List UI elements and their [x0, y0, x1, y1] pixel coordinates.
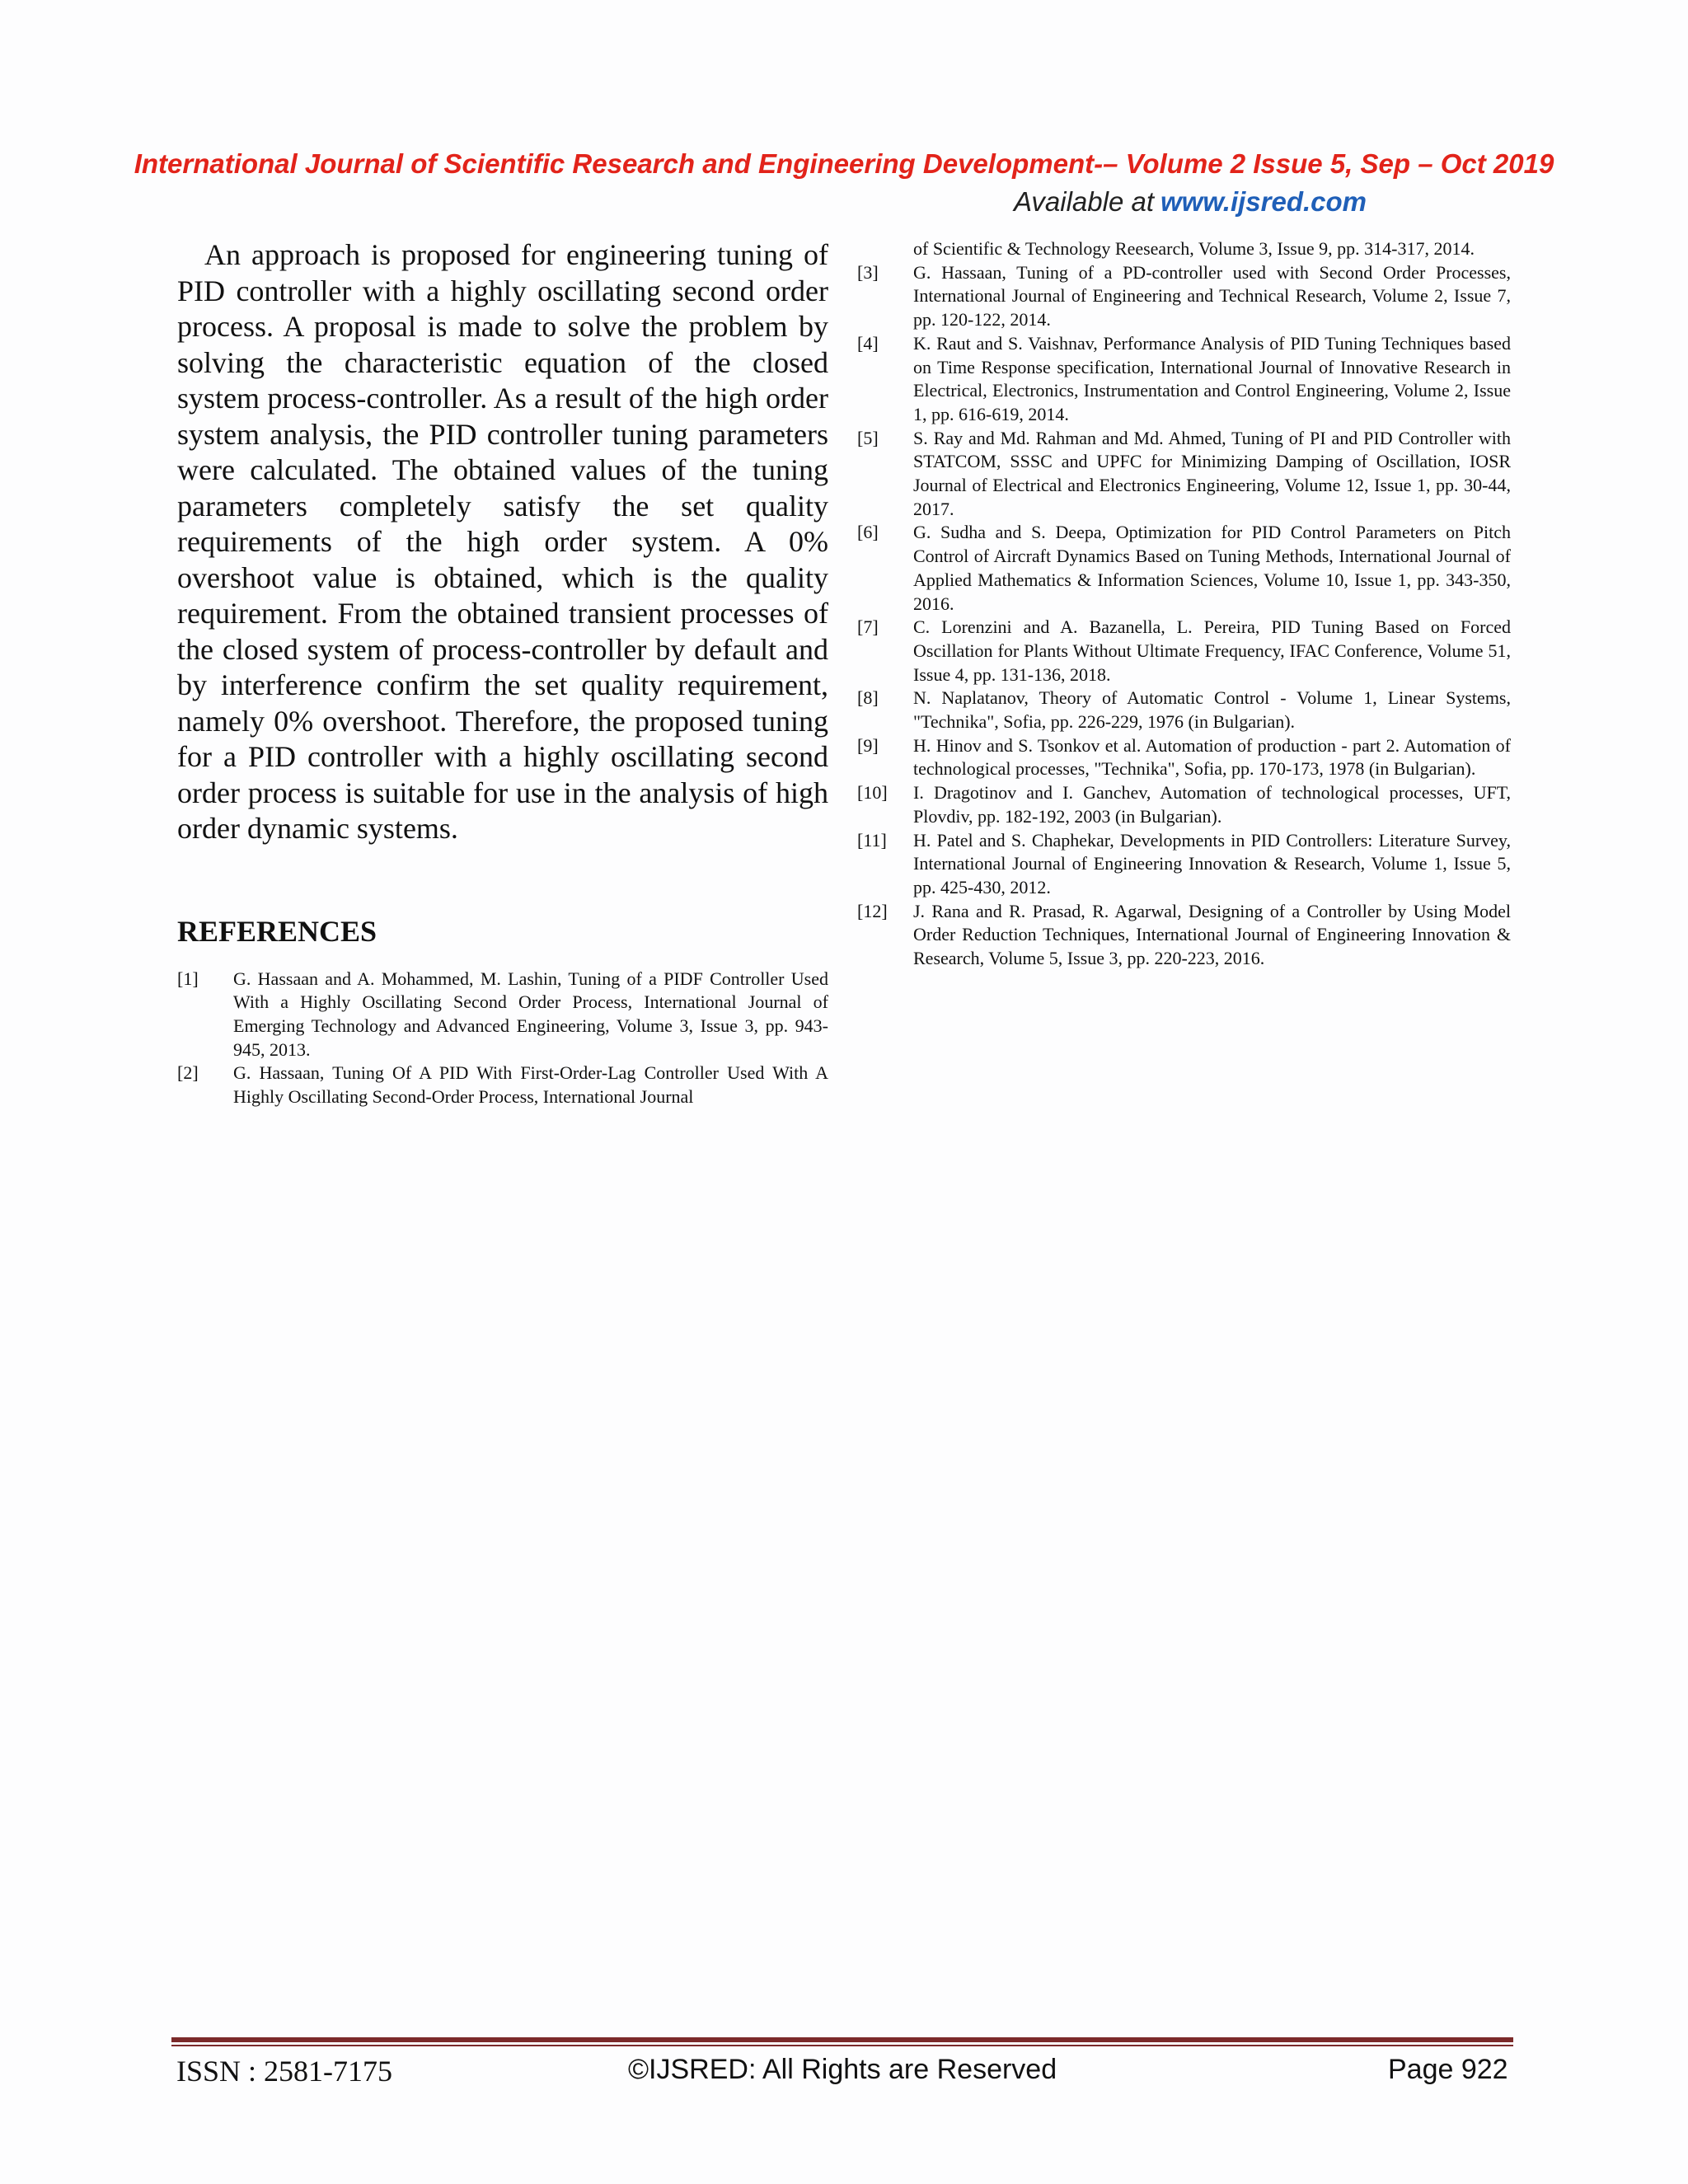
reference-number: [12] — [857, 900, 888, 921]
reference-number: [3] — [857, 261, 879, 283]
reference-number: [7] — [857, 616, 879, 638]
reference-text: N. Naplatanov, Theory of Automatic Control - Volume 1, Linear Systems, "Technika", Sofia, pp. 226-229, 1976 (in Bulgarian). — [913, 687, 1511, 733]
reference-item — [857, 829, 1511, 900]
reference-text: G. Hassaan, Tuning Of A PID With First-Order-Lag Controller Used With A Highly Oscillating Second-Order Process, International Journal — [233, 1062, 828, 1108]
reference-item — [857, 687, 1511, 733]
reference-item — [857, 427, 1511, 522]
reference-number: [10] — [857, 782, 888, 804]
reference-item — [857, 616, 1511, 687]
footer-copyright: ©IJSRED: All Rights are Reserved — [628, 2054, 1057, 2085]
footer-issn: ISSN : 2581-7175 — [176, 2055, 393, 2088]
reference-text: S. Ray and Md. Rahman and Md. Ahmed, Tuning of PI and PID Controller with STATCOM, SSSC and UPFC for Minimizing Damping of Oscillation, IOSR Journal of Electrical and Electronics Engineering, Volume 12, Issue 1, pp. 30-44, 2017. — [913, 427, 1511, 519]
reference-item — [857, 734, 1511, 781]
references-list-right — [857, 261, 1511, 971]
reference-number: [6] — [857, 522, 879, 543]
reference-number: [11] — [857, 829, 887, 851]
right-column — [857, 237, 1511, 971]
reference-text: K. Raut and S. Vaishnav, Performance Analysis of PID Tuning Techniques based on Time Response specification, International Journal of Innovative Research in Electrical, Electronics, Instrumentation and Control Engineering, Volume 2, Issue 1, pp. 616-619, 2014. — [913, 332, 1511, 424]
reference-item — [177, 968, 828, 1062]
reference-number: [9] — [857, 734, 879, 756]
reference-text: G. Hassaan and A. Mohammed, M. Lashin, Tuning of a PIDF Controller Used With a Highly Oscillating Second Order Process, International Journal of Emerging Technology and Advanced Engineering, Volume 3, Issue 3, pp. 943-945, 2013. — [233, 968, 828, 1060]
reference-item — [857, 332, 1511, 427]
reference-item — [857, 781, 1511, 828]
footer-page-number: Page 922 — [1388, 2054, 1508, 2085]
conclusion-paragraph: An approach is proposed for engineering tuning of PID controller with a highly oscillating second order process. A proposal is made to solve the problem by solving the characteristic equation of the closed system process-controller. As a result of the high order system analysis, the PID controller tuning parameters were calculated. The obtained values of the tuning parameters completely satisfy the set quality requirements of the high order system. A 0% overshoot value is obtained, which is the quality requirement. From the obtained transient processes of the closed system of process-controller by default and by interference confirm the set quality requirement, namely 0% overshoot. Therefore, the proposed tuning for a PID controller with a highly oscillating second order process is suitable for use in the analysis of high order dynamic systems. — [177, 238, 828, 845]
reference-number: [4] — [857, 332, 879, 354]
reference-item — [177, 1062, 828, 1108]
reference-text: J. Rana and R. Prasad, R. Agarwal, Designing of a Controller by Using Model Order Reduction Techniques, International Journal of Engineering Innovation & Research, Volume 5, Issue 3, pp. 220-223, 2016. — [913, 900, 1511, 969]
references-list-left — [177, 968, 828, 1109]
journal-title: International Journal of Scientific Research and Engineering Development-– Volume 2 Issue 5, Sep – Oct 2019 — [134, 148, 1554, 179]
reference-text: H. Hinov and S. Tsonkov et al. Automation of production - part 2. Automation of technological processes, "Technika", Sofia, pp. 170-173, 1978 (in Bulgarian). — [913, 734, 1511, 780]
journal-url-link[interactable]: www.ijsred.com — [1160, 186, 1367, 217]
reference-text: G. Sudha and S. Deepa, Optimization for PID Control Parameters on Pitch Control of Aircraft Dynamics Based on Tuning Methods, International Journal of Applied Mathematics & Information Sciences, Volume 10, Issue 1, pp. 343-350, 2016. — [913, 522, 1511, 614]
reference-item — [857, 521, 1511, 616]
reference-number: [1] — [177, 968, 199, 989]
reference-text: H. Patel and S. Chaphekar, Developments in PID Controllers: Literature Survey, International Journal of Engineering Innovation & Research, Volume 1, Issue 5, pp. 425-430, 2012. — [913, 829, 1511, 898]
references-heading: REFERENCES — [177, 914, 377, 948]
reference-text: C. Lorenzini and A. Bazanella, L. Pereira, PID Tuning Based on Forced Oscillation for Plants Without Ultimate Frequency, IFAC Conference, Volume 51, Issue 4, pp. 131-136, 2018. — [913, 616, 1511, 685]
reference-item — [857, 261, 1511, 332]
reference-number: [8] — [857, 687, 879, 709]
reference-text: I. Dragotinov and I. Ganchev, Automation of technological processes, UFT, Plovdiv, pp. 182-192, 2003 (in Bulgarian). — [913, 782, 1511, 827]
footer-divider-thick — [171, 2037, 1513, 2042]
reference-item — [857, 900, 1511, 971]
reference-text: G. Hassaan, Tuning of a PD-controller used with Second Order Processes, International Journal of Engineering and Technical Research, Volume 2, Issue 7, pp. 120-122, 2014. — [913, 261, 1511, 330]
available-at-line — [1014, 186, 1367, 218]
reference-continuation: of Scientific & Technology Reesearch, Volume 3, Issue 9, pp. 314-317, 2014. — [913, 238, 1475, 259]
available-at-label: Available at — [1014, 186, 1155, 217]
reference-number: [2] — [177, 1062, 199, 1084]
reference-number: [5] — [857, 427, 879, 448]
footer-divider-thin — [171, 2045, 1513, 2046]
left-column — [177, 237, 828, 1109]
